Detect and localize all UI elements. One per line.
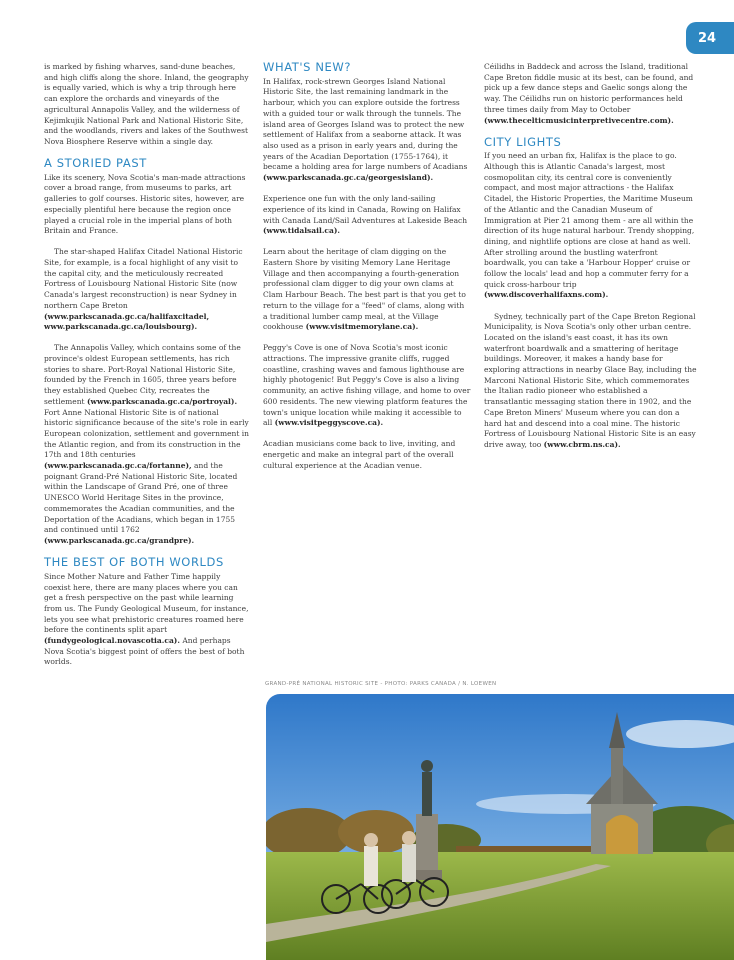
cyclist-head <box>364 833 378 847</box>
cyclist-head <box>402 831 416 845</box>
new-p3-text: Learn about the heritage of clam digging on the Eastern Shore by visiting Memory Lane Heritage Village and then accompanying a fourth-generation professional clam digger to dig your own clams at Clam Harbour Beach. The best part is that you get to return to the village for a "feed" of clams, along with a traditional lumber camp meal, at the Village cookhouse <box>263 247 466 332</box>
link-fundy-geological[interactable]: (fundygeological.novascotia.ca). <box>44 636 180 646</box>
link-discover-halifax[interactable]: (www.discoverhalifaxns.com). <box>484 290 609 300</box>
storied-paragraph-2 <box>44 247 249 333</box>
link-celtic-music[interactable]: (www.thecelticmusicinterpretivecentre.com). <box>484 115 674 125</box>
new-paragraph-1 <box>263 77 471 184</box>
link-georges-island[interactable]: (www.parkscanada.gc.ca/georgesisland). <box>263 173 434 183</box>
heading-storied-past: A STORIED PAST <box>44 156 147 171</box>
cyclist <box>364 846 378 886</box>
storied-p3-text-c: and the poignant Grand-Pré National Historic Site, located within the Landscape of Grand Pré, one of three UNESCO World Heritage Sites in the province, commemorates the Acadian communities, and the Deportation of the Acadians, which began in 1755 and continued until 1762 <box>44 461 238 535</box>
lawn <box>266 852 734 960</box>
link-tidal-sail[interactable]: (www.tidalsail.ca). <box>263 226 341 236</box>
heading-city-lights: CITY LIGHTS <box>484 134 562 149</box>
link-memory-lane[interactable]: (www.visitmemorylane.ca). <box>305 322 419 332</box>
new-paragraph-5: Acadian musicians come back to live, inviting, and energetic and make an integral part of the overall cultural experience at the Acadian venue. <box>263 439 456 470</box>
ceilidh-paragraph <box>484 62 698 126</box>
new-paragraph-2 <box>263 194 471 237</box>
new-p4-text: Peggy's Cove is one of Nova Scotia's most iconic attractions. The impressive granite cliffs, rugged coastline, crashing waves and famous lighthouse are highly photogenic! But Peggy's Cove is also a living community, an active fishing village, and home to over 600 residents. The new viewing platform features the town's unique location while making it accessible to all <box>263 343 471 428</box>
city-p2-text: Sydney, technically part of the Cape Breton Regional Municipality, is Nova Scotia's only other urban centre. Located on the island's east coast, it has its own waterfront boardwalk and a smattering of heritage buildings. Moreover, it makes a handy base for exploring attractions in nearby Glace Bay, including the Marconi National Historic Site, which commemorates the Italian radio pioneer who established a transatlantic messaging station there in 1902, and the Cape Breton Miners' Museum where you can don a hard hat and descend into a coal mine. The historic Fortress of Louisbourg National Historic Site is an easy drive away, too <box>484 311 697 449</box>
new-p2-text: Experience one fun with the only land-sailing experience of its kind in Canada, Rowing on Halifax with Canada Land/Sail Adventures at Lakeside Beach <box>263 194 468 225</box>
page-number: 24 <box>698 30 717 46</box>
best-p1-text-b: And perhaps Nova Scotia's biggest point of offers the best of both worlds. <box>44 636 245 667</box>
column-3 <box>484 62 698 461</box>
new-paragraph-3 <box>263 247 471 333</box>
intro-paragraph: is marked by fishing wharves, sand-dune beaches, and high cliffs along the shore. Inland, the geography is equally varied, which is why a trip through here can explore the orchards and vineyards of the agricultural Annapolis Valley, and the wilderness of Kejimkujik National Park and National Historic Site, and the woodlands, rivers and lakes of the Southwest Nova Biosphere Reserve within a single day. <box>44 62 249 146</box>
link-peggys-cove[interactable]: (www.visitpeggyscove.ca). <box>274 418 384 428</box>
city-paragraph-1 <box>484 151 698 301</box>
heading-whats-new: WHAT'S NEW? <box>263 60 352 74</box>
grand-pre-illustration <box>266 694 734 960</box>
link-port-royal[interactable]: (www.parkscanada.gc.ca/portroyal). <box>86 396 238 406</box>
cyclist <box>402 844 416 882</box>
storied-p3-text-a: The Annapolis Valley, which contains some of the province's oldest European settlements, has rich stories to share. Port-Royal National Historic Site, founded by the French in 1605, three years before they established Quebec City, recreates the settlement <box>44 343 241 406</box>
storied-paragraph-3 <box>44 343 249 546</box>
best-p1-text-a: Since Mother Nature and Father Time happily coexist here, there are many places where you can get a fresh perspective on the past while learning from us. The Fundy Geological Museum, for instance, lets you see what prehistoric creatures roamed here before the continents split apart <box>44 571 249 635</box>
link-fort-anne[interactable]: (www.parkscanada.gc.ca/fortanne), <box>44 461 192 471</box>
ceilidh-text: Céilidhs in Baddeck and across the Island, traditional Cape Breton fiddle music at its best, can be found, and pick up a few dance steps and Gaelic songs along the way. The Céilidhs run on historic performances held three times daily from May to October <box>484 62 694 114</box>
photo-caption: GRAND-PRÉ NATIONAL HISTORIC SITE - PHOTO: PARKS CANADA / N. LOEWEN <box>265 681 497 687</box>
link-grand-pre[interactable]: (www.parkscanada.gc.ca/grandpre). <box>44 536 195 545</box>
city-p1-text: If you need an urban fix, Halifax is the place to go. Although this is Atlantic Canada's largest, most cosmopolitan city, its central core is conveniently compact, and most major attractions - the Halifax Citadel, the Historic Properties, the Maritime Museum of the Atlantic and the Canadian Museum of Immigration at Pier 21 among them - are all within the direction of its huge natural harbour. Trendy shopping, dining, and nightlife options are close at hand as well. After strolling around the bustling waterfront boardwalk, you can take a 'Harbour Hopper' cruise or follow the locals' lead and hop a commuter ferry for a quick cross-harbour trip <box>484 151 695 289</box>
best-paragraph-1 <box>44 572 249 668</box>
link-halifax-citadel[interactable]: (www.parkscanada.gc.ca/halifaxcitadel, www.parkscanada.gc.ca/louisbourg). <box>44 311 210 332</box>
column-1 <box>44 62 249 679</box>
storied-p3-text-b: Fort Anne National Historic Site is of national historic significance because of the site's role in early European colonization, settlement and government in the Atlantic region, and from its construction in the 17th and 18th centuries <box>44 407 249 460</box>
link-cbrm[interactable]: (www.cbrm.ns.ca). <box>543 439 621 449</box>
column-2 <box>263 62 471 482</box>
heading-best-of-both-worlds: THE BEST OF BOTH WORLDS <box>44 555 224 570</box>
storied-paragraph-1: Like its scenery, Nova Scotia's man-made attractions cover a broad range, from museums to parks, art galleries to golf courses. Historic sites, however, are especially plentiful here because the region once played a crucial role in the imperial plans of both Britain and France. <box>44 172 246 236</box>
city-paragraph-2 <box>484 312 698 451</box>
storied-p2-text: The star-shaped Halifax Citadel National Historic Site, for example, is a focal highlight of any visit to the capital city, and the meticulously recreated Fortress of Louisbourg National Historic Site (now Canada's largest reconstruction) is near Sydney in northern Cape Breton <box>44 247 243 310</box>
page-number-badge <box>686 22 734 54</box>
new-paragraph-4 <box>263 343 471 429</box>
grand-pre-photo <box>266 694 734 960</box>
new-p1-text: In Halifax, rock-strewn Georges Island National Historic Site, the last remaining landmark in the harbour, which you can explore outside the fortress with a guided tour or walk through the tunnels. The island area of Georges Island was to protect the new settlement of Halifax from a seaborne attack. It was also used as a prison in early years and, during the years of the Acadian Deportation (1755-1764), it became a holding area for large numbers of Acadians <box>263 76 468 172</box>
